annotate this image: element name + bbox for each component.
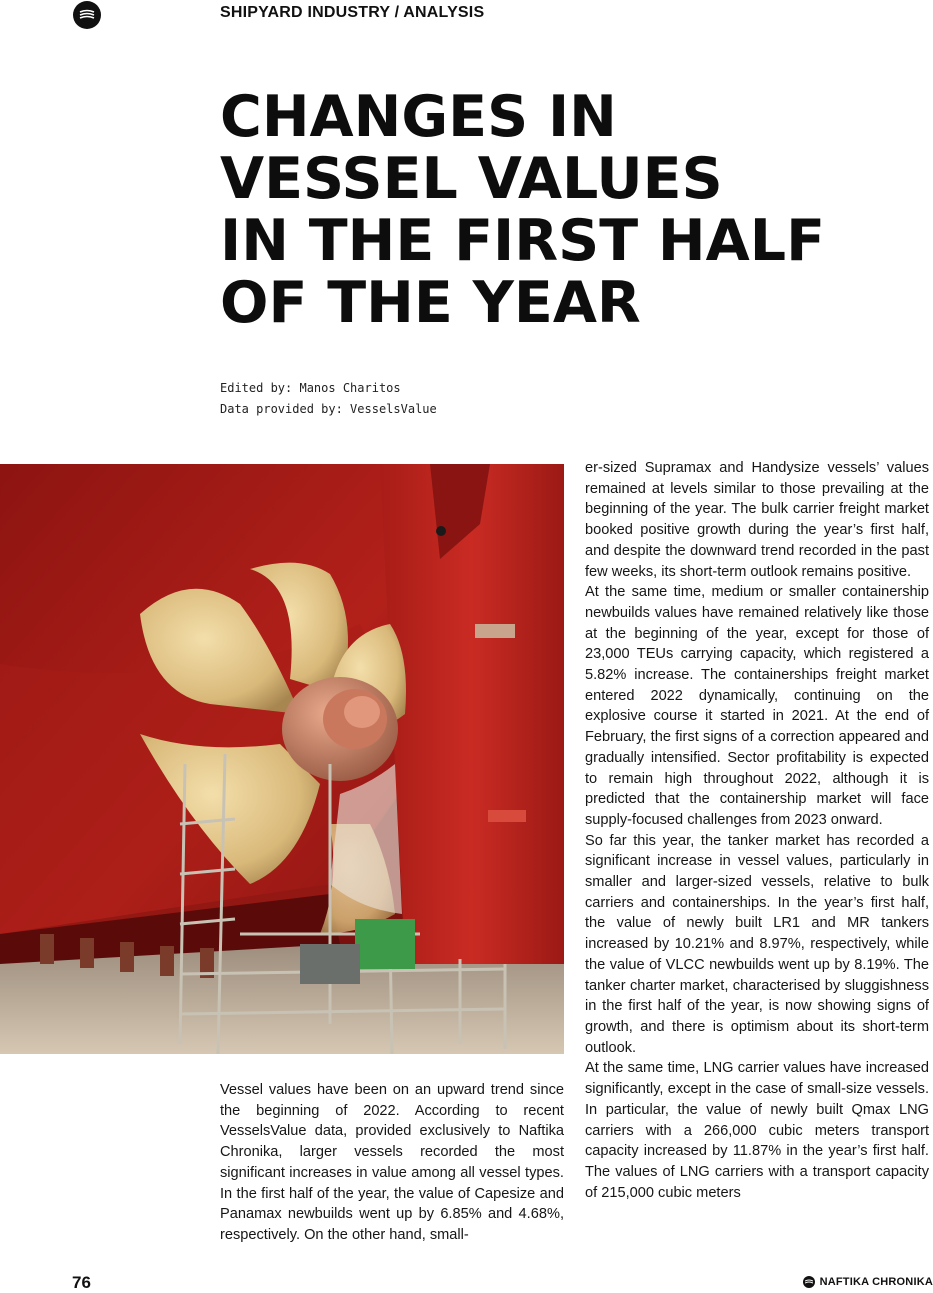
ship-propeller-photo — [0, 464, 564, 1054]
article-body-left-column — [220, 1080, 564, 1246]
article-body-right-column — [585, 458, 929, 1203]
naftika-chronika-logo-icon — [73, 1, 101, 29]
article-title — [220, 86, 920, 334]
footer-brand — [803, 1276, 933, 1288]
paragraph: Vessel values have been on an upward trend since the beginning of 2022. According to recent VesselsValue data, provided exclusively to Naftika Chronika, larger vessels recorded the most significant increases in value among all vessel types. In the first half of the year, the value of Capesize and Panamax newbuilds went up by 6.85% and 4.68%, respectively. On the other hand, small- — [220, 1082, 564, 1243]
naftika-chronika-logo-icon — [803, 1276, 815, 1288]
title-line: VESSEL VALUES — [220, 146, 723, 212]
footer-brand-name: NAFTIKA CHRONIKA — [819, 1276, 933, 1288]
paragraph: er-sized Supramax and Handysize vessels’ values remained at levels similar to those prevailing at the beginning of the year. The bulk carrier freight market booked positive growth during the year’s first half, and despite the downward trend recorded in the past few weeks, its short-term outlook remains positive. — [585, 460, 929, 580]
paragraph: At the same time, LNG carrier values have increased significantly, except in the case of small-size vessels. In particular, the value of newly built Qmax LNG carriers with a 266,000 cubic meters transport capacity increased by 11.87% in the year’s first half. The values of LNG carriers with a transport capacity of 215,000 cubic meters — [585, 1060, 929, 1201]
paragraph: So far this year, the tanker market has recorded a significant increase in vessel values, particularly in smaller and larger-sized vessels, relative to bulk carriers and containerships. In the year’s first half, the value of newly built LR1 and MR tankers increased by 10.21% and 8.97%, respectively, while the value of VLCC newbuilds went up by 8.19%. The tanker charter market, characterised by sluggishness in the first half of the year, is now showing signs of growth, and there is optimism about its short-term outlook. — [585, 832, 929, 1056]
title-line: CHANGES IN — [220, 84, 617, 150]
section-label: SHIPYARD INDUSTRY / ANALYSIS — [220, 4, 485, 21]
edited-by: Edited by: Manos Charitos — [220, 381, 401, 395]
title-line: IN THE FIRST HALF — [220, 208, 826, 274]
page-number: 76 — [72, 1273, 91, 1292]
title-line: OF THE YEAR — [220, 270, 641, 336]
data-provided-by: Data provided by: VesselsValue — [220, 402, 437, 416]
paragraph: At the same time, medium or smaller containership newbuilds values have remained relatively like those at the beginning of the year, except for those of 23,000 TEUs carrying capacity, which registered a 5.82% increase. The containerships freight market entered 2022 dynamically, continuing on the explosive course it started in 2021. At the end of February, the first signs of a correction appeared and gradually intensified. Sector profitability is expected to remain high throughout 2022, although it is predicted that the containership market will face supply-focused challenges from 2023 onward. — [585, 584, 929, 828]
article-credits — [220, 378, 437, 420]
